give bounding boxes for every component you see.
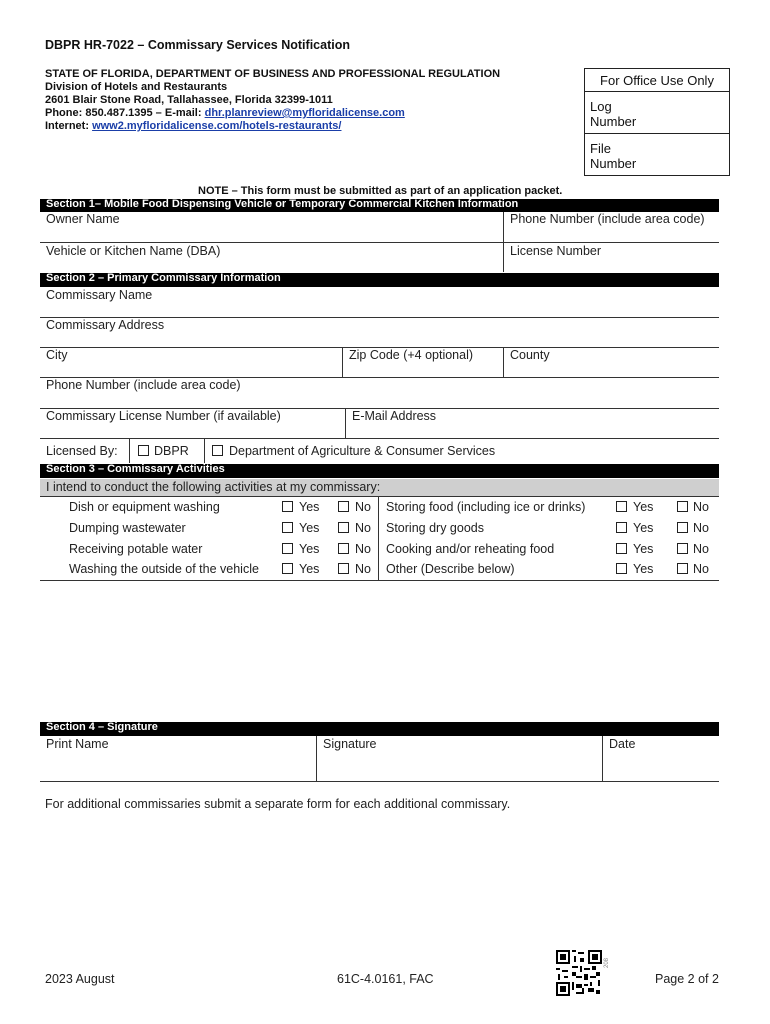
activity-label: Storing dry goods	[386, 521, 484, 535]
activity-no-checkbox[interactable]	[677, 522, 688, 533]
internet-line	[45, 120, 341, 132]
county-field[interactable]	[510, 363, 715, 377]
activity-label: Storing food (including ice or drinks)	[386, 500, 586, 514]
additional-commissary-note: For additional commissaries submit a separate form for each additional commissary.	[45, 797, 511, 811]
yes-label: Yes	[299, 521, 320, 535]
s1-phone-field[interactable]	[510, 227, 715, 241]
commissary-address-label: Commissary Address	[46, 318, 165, 332]
footer-date: 2023 August	[45, 972, 115, 986]
license-number-field[interactable]	[510, 258, 715, 272]
signature-label: Signature	[323, 737, 377, 751]
activity-label: Dish or equipment washing	[69, 500, 220, 514]
vehicle-name-field[interactable]	[46, 258, 496, 272]
section4-header: Section 4 – Signature	[40, 722, 719, 736]
file-label: File	[590, 141, 611, 156]
s2-phone-field[interactable]	[46, 393, 716, 407]
activity-label: Receiving potable water	[69, 542, 203, 556]
activity-no-checkbox[interactable]	[338, 543, 349, 554]
yes-label: Yes	[299, 500, 320, 514]
commissary-license-label: Commissary License Number (if available)	[46, 409, 281, 423]
county-label: County	[510, 348, 550, 362]
vehicle-name-label: Vehicle or Kitchen Name (DBA)	[46, 244, 221, 258]
activity-no-checkbox[interactable]	[677, 563, 688, 574]
commissary-license-field[interactable]	[46, 423, 336, 437]
activity-yes-checkbox[interactable]	[282, 522, 293, 533]
yes-label: Yes	[633, 562, 654, 576]
city-label: City	[46, 348, 68, 362]
agriculture-checkbox[interactable]	[212, 445, 223, 456]
commissary-name-label: Commissary Name	[46, 288, 153, 302]
activity-no-checkbox[interactable]	[677, 543, 688, 554]
license-number-label: License Number	[510, 244, 602, 258]
office-use-title: For Office Use Only	[600, 73, 714, 88]
activity-yes-checkbox[interactable]	[282, 543, 293, 554]
section1-header: Section 1– Mobile Food Dispensing Vehicle or Temporary Commercial Kitchen Information	[40, 199, 719, 212]
zip-field[interactable]	[349, 363, 499, 377]
signature-field[interactable]	[323, 755, 598, 775]
file-label-number: Number	[590, 156, 637, 171]
email-link[interactable]: dhr.planreview@myfloridalicense.com	[204, 107, 405, 119]
footer-page-number: Page 2 of 2	[655, 972, 719, 986]
owner-name-label: Owner Name	[46, 212, 120, 226]
no-label: No	[355, 562, 371, 576]
form-title: DBPR HR-7022 – Commissary Services Notification	[45, 38, 350, 52]
commissary-name-field[interactable]	[46, 303, 716, 317]
no-label: No	[355, 521, 371, 535]
footer-rule-code: 61C-4.0161, FAC	[337, 972, 434, 986]
activity-yes-checkbox[interactable]	[282, 563, 293, 574]
no-label: No	[693, 542, 709, 556]
email-label: E-Mail Address	[352, 409, 437, 423]
division-name: Division of Hotels and Restaurants	[45, 81, 228, 93]
dbpr-option-label: DBPR	[154, 444, 189, 458]
yes-label: Yes	[633, 521, 654, 535]
activity-label: Dumping wastewater	[69, 521, 186, 535]
print-name-field[interactable]	[46, 755, 311, 775]
agriculture-option-label: Department of Agriculture & Consumer Services	[229, 444, 496, 458]
yes-label: Yes	[299, 542, 320, 556]
email-field[interactable]	[352, 423, 712, 437]
yes-label: Yes	[633, 500, 654, 514]
print-name-label: Print Name	[46, 737, 109, 751]
website-link[interactable]: www2.myfloridalicense.com/hotels-restaurants/	[92, 120, 342, 132]
no-label: No	[693, 562, 709, 576]
activity-label: Other (Describe below)	[386, 562, 515, 576]
qr-tiny-code: 208	[604, 957, 610, 968]
log-label: Log	[590, 99, 612, 114]
no-label: No	[693, 500, 709, 514]
activity-yes-checkbox[interactable]	[616, 543, 627, 554]
activity-label: Cooking and/or reheating food	[386, 542, 555, 556]
section3-header: Section 3 – Commissary Activities	[40, 464, 719, 478]
owner-name-field[interactable]	[46, 227, 496, 241]
activity-yes-checkbox[interactable]	[616, 563, 627, 574]
city-field[interactable]	[46, 363, 336, 377]
commissary-address-field[interactable]	[46, 333, 716, 347]
activity-yes-checkbox[interactable]	[616, 522, 627, 533]
activity-yes-checkbox[interactable]	[616, 501, 627, 512]
activity-no-checkbox[interactable]	[338, 563, 349, 574]
activity-label: Washing the outside of the vehicle	[69, 562, 259, 576]
qr-code-icon	[556, 950, 602, 996]
s2-phone-label: Phone Number (include area code)	[46, 378, 241, 392]
section2-header: Section 2 – Primary Commissary Information	[40, 273, 719, 287]
phone-prefix: Phone: 850.487.1395 – E-mail:	[45, 107, 205, 119]
yes-label: Yes	[633, 542, 654, 556]
activities-intro: I intend to conduct the following activities at my commissary:	[46, 480, 381, 494]
yes-label: Yes	[299, 562, 320, 576]
activity-no-checkbox[interactable]	[338, 501, 349, 512]
date-label: Date	[609, 737, 636, 751]
agency-address: 2601 Blair Stone Road, Tallahassee, Florida 32399-1011	[45, 94, 333, 106]
note: NOTE – This form must be submitted as part of an application packet.	[198, 185, 563, 197]
no-label: No	[693, 521, 709, 535]
dbpr-checkbox[interactable]	[138, 445, 149, 456]
activity-no-checkbox[interactable]	[677, 501, 688, 512]
agency-name: STATE OF FLORIDA, DEPARTMENT OF BUSINESS AND PROFESSIONAL REGULATION	[45, 68, 501, 80]
date-field[interactable]	[609, 755, 714, 775]
s1-phone-label: Phone Number (include area code)	[510, 212, 705, 226]
activity-yes-checkbox[interactable]	[282, 501, 293, 512]
no-label: No	[355, 500, 371, 514]
internet-prefix: Internet:	[45, 120, 93, 132]
no-label: No	[355, 542, 371, 556]
licensed-by-label: Licensed By:	[46, 444, 118, 458]
log-label-number: Number	[590, 114, 637, 129]
contact-line	[45, 107, 405, 119]
activity-no-checkbox[interactable]	[338, 522, 349, 533]
zip-label: Zip Code (+4 optional)	[349, 348, 474, 362]
office-use-box	[584, 68, 730, 176]
